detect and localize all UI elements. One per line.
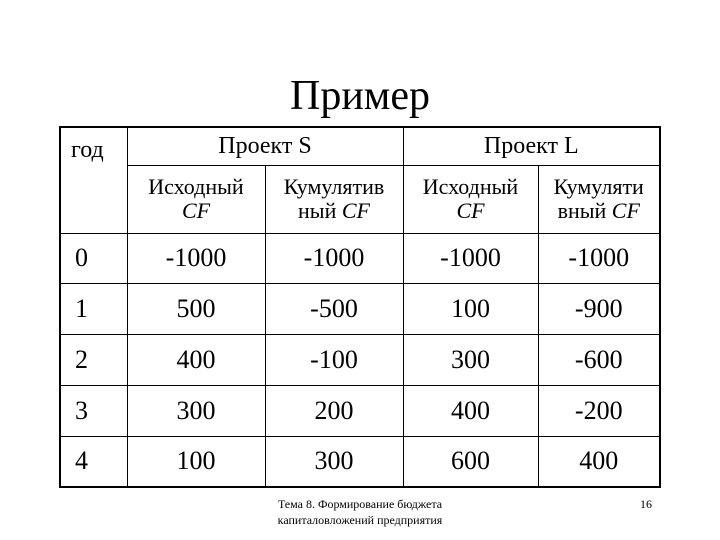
project-l-header: Проект L xyxy=(403,127,660,165)
s-initial-line2: CF xyxy=(181,198,211,223)
slide-footer xyxy=(250,496,470,528)
s-cum-cell: -500 xyxy=(265,283,403,334)
l-initial-line2: CF xyxy=(456,198,485,223)
year-header-empty xyxy=(60,165,127,233)
l-cf-cell: 100 xyxy=(403,283,538,334)
header-row-subheaders xyxy=(60,165,660,233)
slide-title: Пример xyxy=(289,73,431,119)
s-cf-cell: -1000 xyxy=(127,233,265,283)
s-cumulative-cf-header xyxy=(265,165,403,233)
s-cum-line1: Кумулятив xyxy=(283,174,385,199)
year-cell: 0 xyxy=(60,233,127,283)
header-row-projects xyxy=(60,127,660,165)
table-row xyxy=(60,334,660,385)
s-cum-cell: -1000 xyxy=(265,233,403,283)
cash-flow-table xyxy=(59,126,661,488)
l-cf-cell: -1000 xyxy=(403,233,538,283)
s-initial-cf-header xyxy=(127,165,265,233)
table-row xyxy=(60,385,660,436)
l-cum-cell: -1000 xyxy=(538,233,660,283)
footer-line-1: Тема 8. Формирование бюджета xyxy=(277,497,443,511)
s-cum-line2-text: ный xyxy=(298,198,342,223)
table-row xyxy=(60,233,660,283)
s-initial-line1: Исходный xyxy=(148,174,244,199)
year-cell: 4 xyxy=(60,436,127,487)
project-s-header: Проект S xyxy=(127,127,403,165)
table-row xyxy=(60,283,660,334)
l-cf-cell: 400 xyxy=(403,385,538,436)
s-cum-cell: 300 xyxy=(265,436,403,487)
s-cf-cell: 300 xyxy=(127,385,265,436)
l-cum-line2-text: вный xyxy=(557,198,612,223)
l-initial-line1: Исходный xyxy=(422,174,519,199)
l-cum-cell: -200 xyxy=(538,385,660,436)
l-cum-cell: 400 xyxy=(538,436,660,487)
s-cum-cell: 200 xyxy=(265,385,403,436)
footer-line-2: капиталовложений предприятия xyxy=(277,513,443,527)
table-row xyxy=(60,436,660,487)
l-cum-line2-cf: CF xyxy=(611,198,640,223)
s-cf-cell: 400 xyxy=(127,334,265,385)
page-number: 16 xyxy=(640,497,652,511)
year-header: год xyxy=(60,127,127,165)
year-cell: 2 xyxy=(60,334,127,385)
l-cf-cell: 300 xyxy=(403,334,538,385)
s-cum-cell: -100 xyxy=(265,334,403,385)
l-cum-cell: -900 xyxy=(538,283,660,334)
l-cum-cell: -600 xyxy=(538,334,660,385)
l-cf-cell: 600 xyxy=(403,436,538,487)
s-cum-line2-cf: CF xyxy=(341,198,370,223)
l-initial-cf-header xyxy=(403,165,538,233)
year-cell: 1 xyxy=(60,283,127,334)
s-cf-cell: 100 xyxy=(127,436,265,487)
s-cf-cell: 500 xyxy=(127,283,265,334)
l-cum-line1: Кумуляти xyxy=(553,174,644,199)
year-cell: 3 xyxy=(60,385,127,436)
l-cumulative-cf-header xyxy=(538,165,660,233)
